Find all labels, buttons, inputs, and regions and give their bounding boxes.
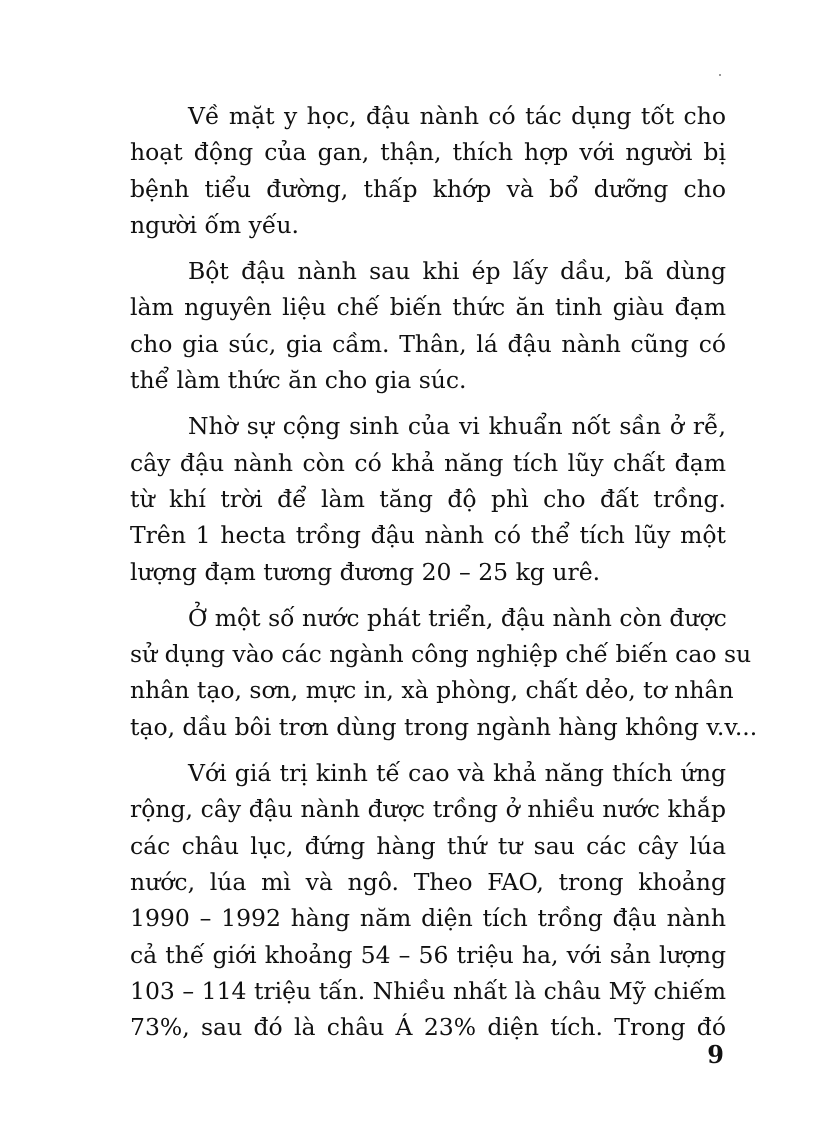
text-line: lượng đạm tương đương 20 – 25 kg urê.: [130, 557, 601, 586]
paragraph-medical-uses: [130, 98, 726, 243]
paragraph-nitrogen-fixation: [130, 408, 726, 589]
page-number: 9: [707, 1040, 724, 1069]
paragraph-industrial-uses: [130, 600, 758, 745]
text-line: rộng, cây đậu nành được trồng ở nhiều nước khắp: [130, 795, 726, 824]
text-line: Với giá trị kinh tế cao và khả năng thích ứng: [188, 759, 726, 788]
text-line: các châu lục, đứng hàng thứ tư sau các cây lúa: [130, 831, 726, 860]
scan-dot: [719, 74, 721, 76]
text-line: Nhờ sự cộng sinh của vi khuẩn nốt sần ở rễ,: [188, 412, 726, 441]
text-line: làm nguyên liệu chế biến thức ăn tinh giàu đạm: [130, 293, 726, 322]
text-line: nước, lúa mì và ngô. Theo FAO, trong khoảng: [130, 867, 726, 896]
text-line: Ở một số nước phát triển, đậu nành còn được: [188, 603, 727, 632]
text-line: 103 – 114 triệu tấn. Nhiều nhất là châu Mỹ chiếm: [130, 976, 726, 1005]
text-line: người ốm yếu.: [130, 210, 299, 239]
text-line: Về mặt y học, đậu nành có tác dụng tốt cho: [188, 102, 726, 130]
text-line: tạo, dầu bôi trơn dùng trong ngành hàng không v.v...: [130, 712, 758, 741]
text-line: thể làm thức ăn cho gia súc.: [130, 366, 467, 395]
text-line: cây đậu nành còn có khả năng tích lũy chất đạm: [130, 448, 726, 477]
text-line: 1990 – 1992 hàng năm diện tích trồng đậu nành: [130, 904, 726, 933]
text-line: 73%, sau đó là châu Á 23% diện tích. Trong đó: [130, 1013, 726, 1042]
text-line: nhân tạo, sơn, mực in, xà phòng, chất dẻo, tơ nhân: [130, 676, 734, 705]
text-line: cả thế giới khoảng 54 – 56 triệu ha, với sản lượng: [130, 940, 726, 969]
text-line: sử dụng vào các ngành công nghiệp chế biến cao su: [130, 640, 752, 669]
page-body: [130, 98, 758, 1055]
text-line: Trên 1 hecta trồng đậu nành có thể tích lũy một: [130, 521, 726, 550]
text-line: bệnh tiểu đường, thấp khớp và bổ dưỡng cho: [130, 174, 726, 203]
text-line: cho gia súc, gia cầm. Thân, lá đậu nành cũng có: [130, 329, 726, 358]
paragraph-economic-value: [130, 755, 726, 1045]
text-line: hoạt động của gan, thận, thích hợp với người bị: [130, 138, 726, 167]
text-line: Bột đậu nành sau khi ép lấy dầu, bã dùng: [188, 257, 726, 286]
paragraph-feed-uses: [130, 253, 726, 398]
text-line: từ khí trời để làm tăng độ phì cho đất trồng.: [130, 484, 726, 513]
